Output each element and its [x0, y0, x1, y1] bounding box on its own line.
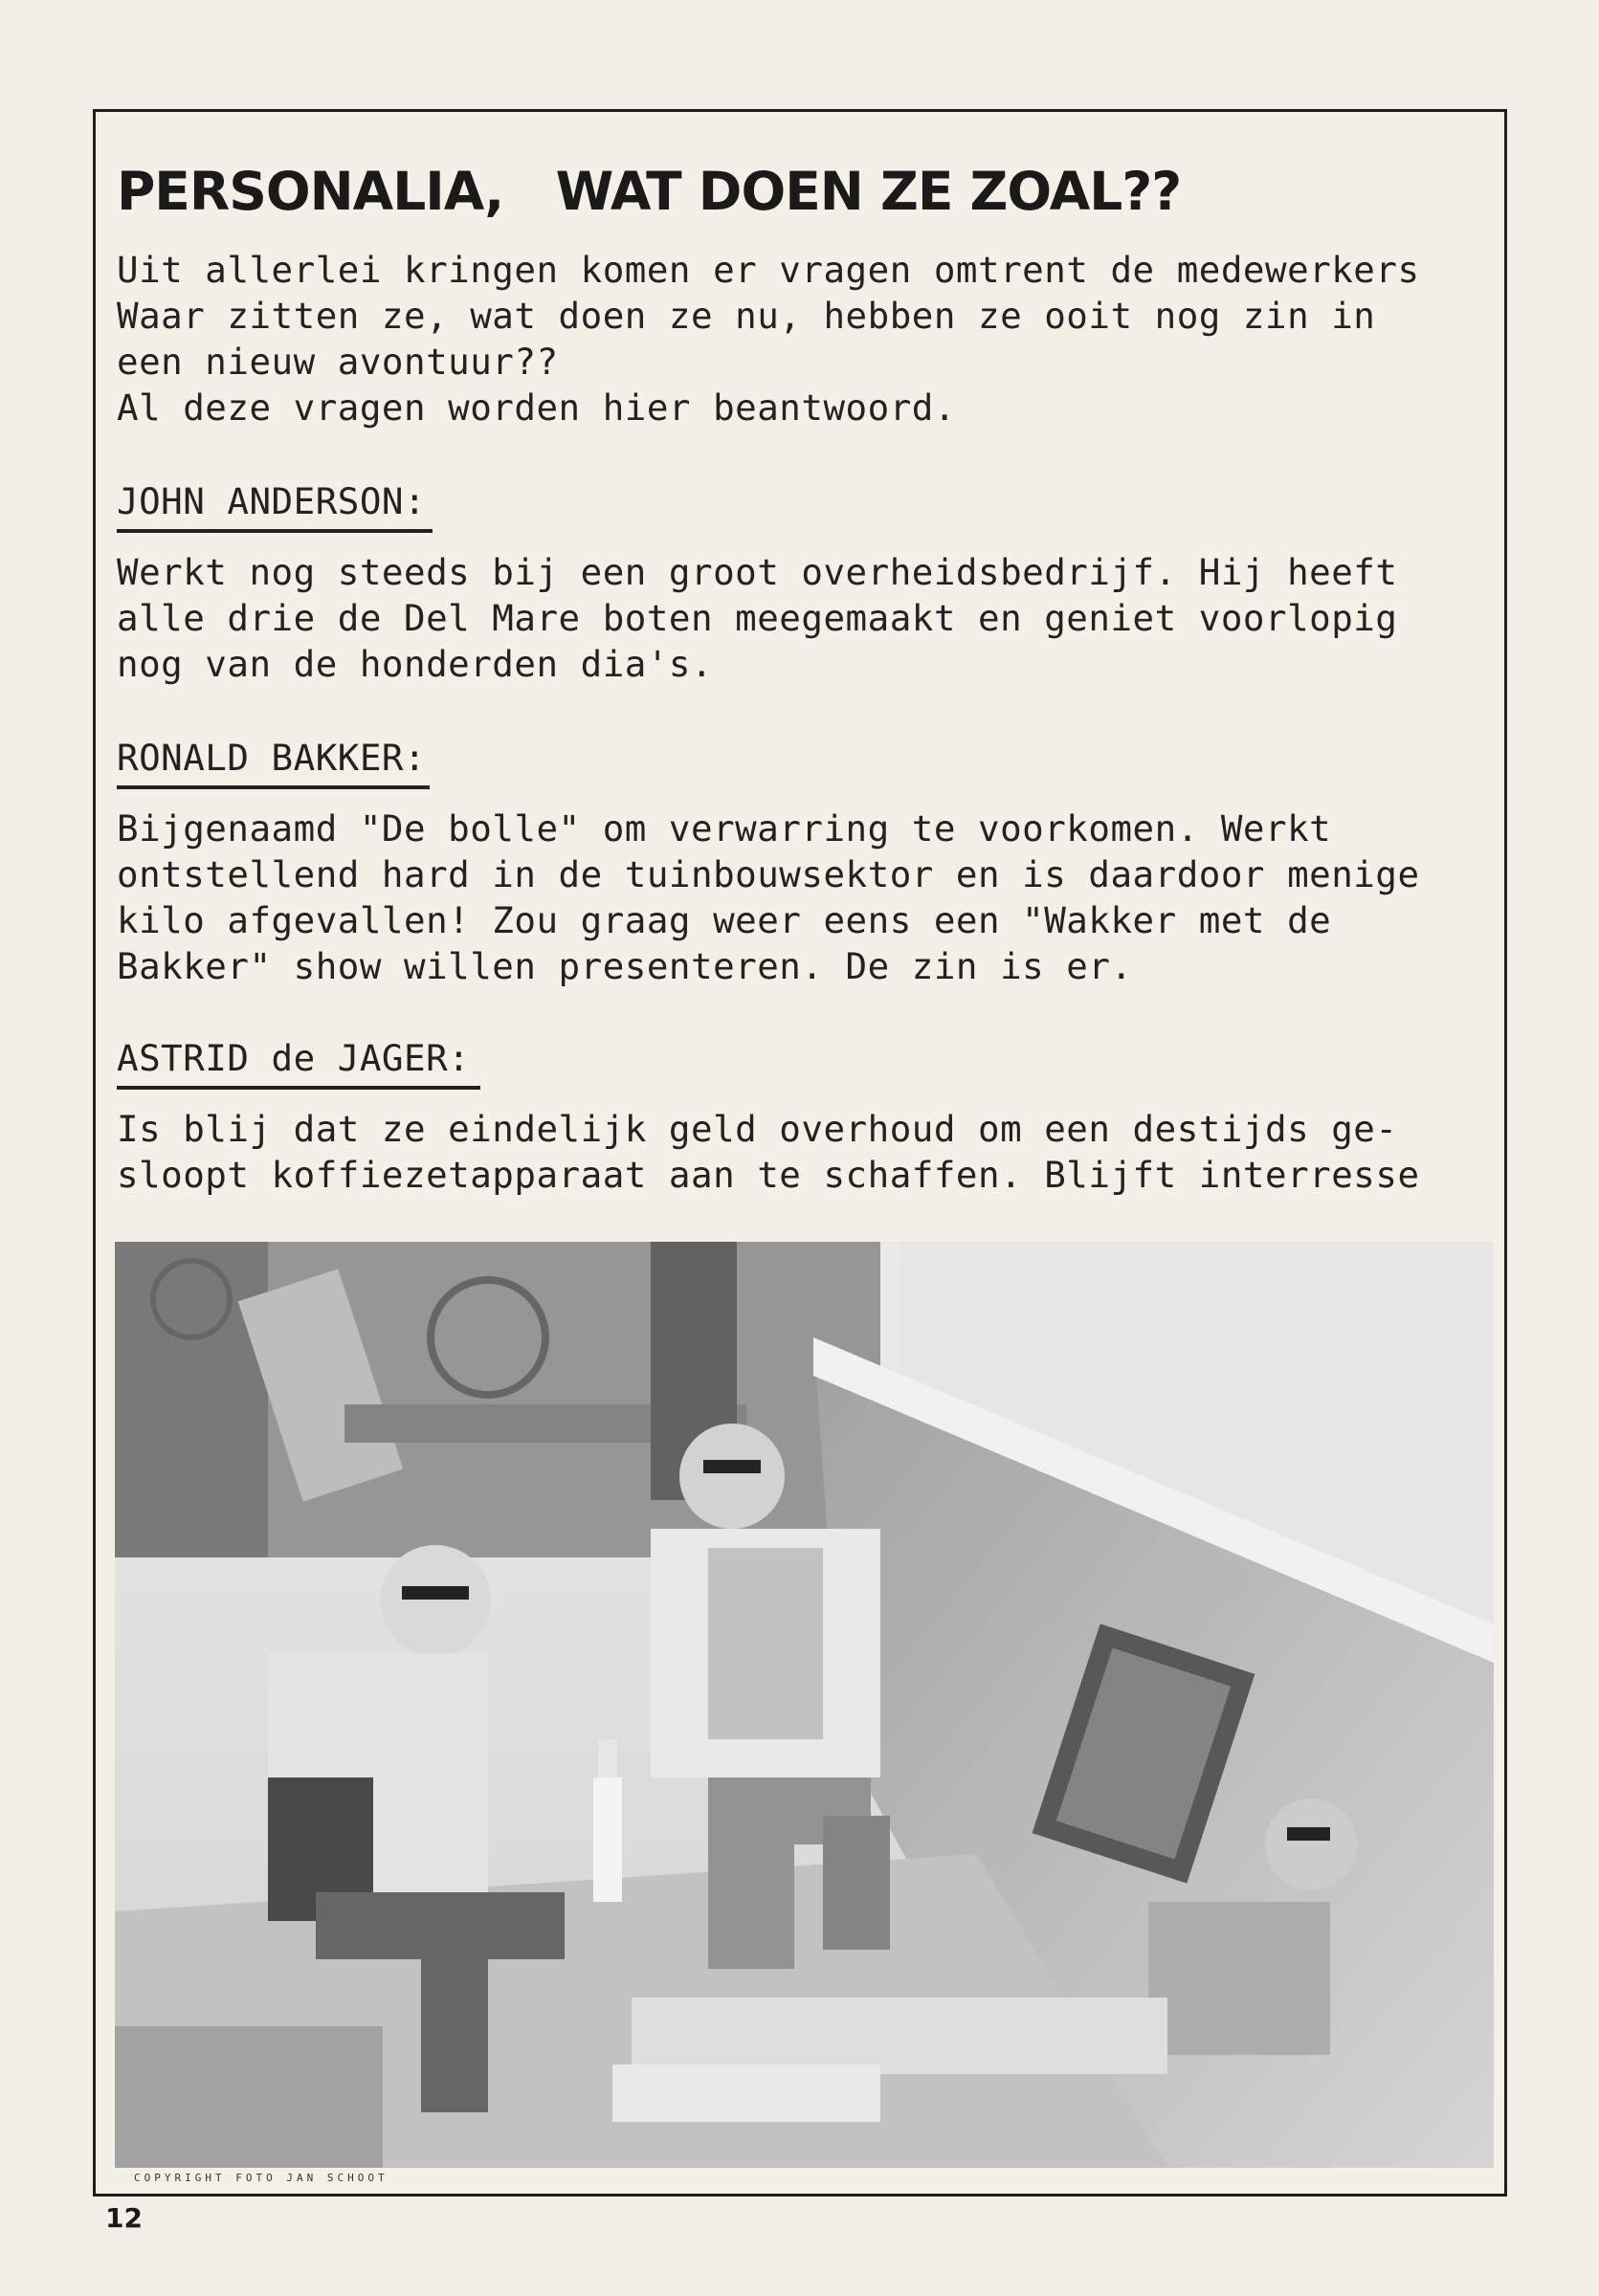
section-line: Bijgenaamd "De bolle" om verwarring te voorkomen. Werkt: [117, 807, 1332, 850]
section-line: nog van de honderden dia's.: [117, 643, 714, 685]
section-line: sloopt koffiezetapparaat aan te schaffen. Blijft interresse: [117, 1154, 1420, 1196]
intro-line: Uit allerlei kringen komen er vragen omtrent de medewerkers: [117, 249, 1420, 291]
photo-caption: COPYRIGHT FOTO JAN SCHOOT: [134, 2172, 389, 2184]
section-heading-ronald-bakker: RONALD BAKKER:: [117, 737, 427, 779]
section-line: Werkt nog steeds bij een groot overheidsbedrijf. Hij heeft: [117, 551, 1398, 593]
article-title: PERSONALIA, WAT DOEN ZE ZOAL??: [117, 161, 1182, 222]
section-line: Is blij dat ze eindelijk geld overhoud om een destijds ge-: [117, 1108, 1398, 1150]
intro-line: Al deze vragen worden hier beantwoord.: [117, 386, 956, 429]
heading-underline: [117, 1086, 480, 1090]
section-line: alle drie de Del Mare boten meegemaakt en geniet voorlopig: [117, 597, 1398, 639]
heading-underline: [117, 529, 433, 533]
section-line: kilo afgevallen! Zou graag weer eens een "Wakker met de: [117, 899, 1332, 941]
section-line: ontstellend hard in de tuinbouwsektor en is daardoor menige: [117, 853, 1420, 895]
intro-line: Waar zitten ze, wat doen ze nu, hebben ze ooit nog zin in: [117, 295, 1376, 337]
boat-crew-photo: [115, 1242, 1494, 2168]
heading-underline: [117, 785, 430, 789]
section-heading-john-anderson: JOHN ANDERSON:: [117, 480, 427, 522]
intro-line: een nieuw avontuur??: [117, 341, 559, 383]
section-line: Bakker" show willen presenteren. De zin is er.: [117, 945, 1133, 987]
page-number: 12: [105, 2202, 143, 2234]
section-heading-astrid-de-jager: ASTRID de JAGER:: [117, 1037, 471, 1079]
